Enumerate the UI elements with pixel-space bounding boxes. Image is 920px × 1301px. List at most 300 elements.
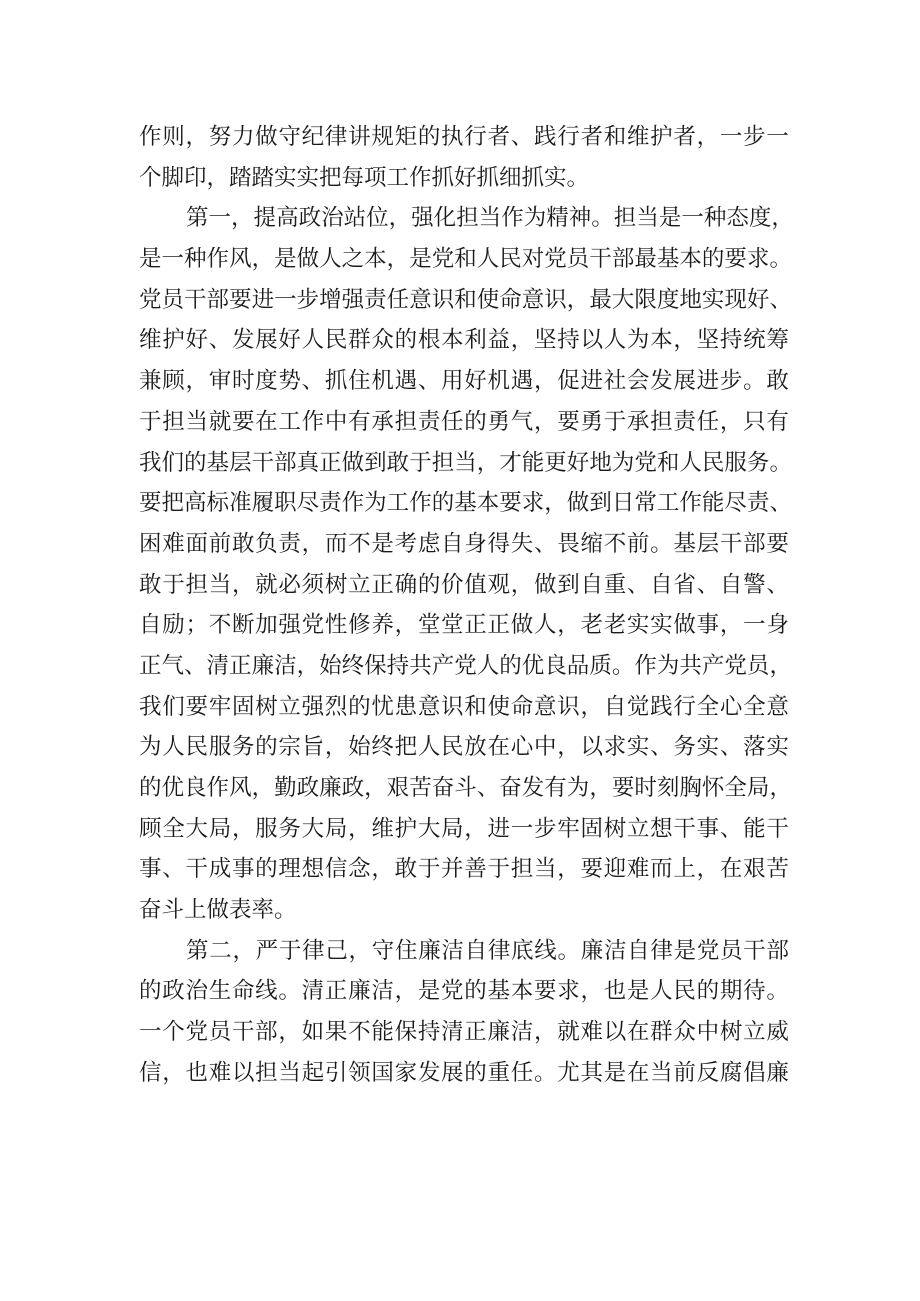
text-char: 站 — [343, 205, 367, 232]
text-char: 作 — [139, 124, 162, 150]
text-char: 人 — [650, 978, 673, 1005]
text-char: 行 — [557, 124, 580, 150]
text-char: 品 — [566, 652, 590, 679]
text-char: 利 — [464, 327, 487, 354]
text-line — [139, 1053, 789, 1094]
text-char: 尽 — [296, 490, 320, 517]
text-line — [139, 280, 792, 321]
text-char: 人 — [476, 246, 500, 273]
text-char: 实 — [701, 286, 725, 313]
text-char: 二 — [209, 937, 232, 964]
text-char: 能 — [743, 815, 766, 842]
text-char: 于 — [139, 408, 162, 435]
text-char: 。 — [769, 246, 792, 273]
text-char: 优 — [161, 775, 185, 801]
text-char: 为 — [611, 449, 635, 476]
text-char: 纪 — [301, 124, 325, 150]
text-char: 的 — [417, 124, 441, 150]
text-char: 的 — [499, 652, 522, 679]
text-char: 清 — [301, 978, 325, 1005]
text-char: 作 — [206, 775, 230, 801]
text-char: 树 — [324, 571, 348, 598]
text-char: 自 — [580, 571, 603, 598]
text-char: 全 — [696, 693, 720, 720]
text-char: ， — [364, 775, 387, 801]
text-char: 和 — [464, 693, 487, 720]
text-char: 律 — [487, 937, 511, 964]
text-char: 度 — [656, 286, 680, 313]
text-char: 求 — [521, 490, 545, 517]
text-char: 强 — [341, 286, 365, 313]
text-char: 有 — [348, 408, 371, 435]
text-char: 强 — [411, 205, 434, 232]
text-char: 的 — [394, 327, 418, 354]
text-char: 固 — [231, 693, 255, 720]
text-char: 步 — [533, 815, 557, 842]
text-char: 养 — [371, 612, 394, 639]
text-char: 虑 — [417, 530, 441, 557]
text-char: 想 — [650, 815, 673, 842]
text-char: 党 — [185, 1019, 208, 1046]
text-char: 的 — [348, 693, 371, 720]
text-char: 发 — [521, 775, 545, 801]
text-char: 能 — [371, 1019, 394, 1046]
text-char: 树 — [603, 815, 627, 842]
text-line — [139, 727, 789, 768]
text-char: 展 — [255, 327, 278, 354]
text-char: 务 — [231, 734, 255, 761]
text-char: 省 — [673, 571, 696, 598]
text-char: 部 — [743, 530, 766, 557]
text-char: 为 — [139, 734, 162, 761]
text-char: ， — [719, 408, 743, 435]
text-char: 。 — [769, 449, 792, 476]
text-char: 抓 — [324, 368, 348, 395]
text-char: 好 — [746, 286, 770, 313]
text-char: 就 — [208, 408, 232, 435]
text-char: 待 — [743, 978, 766, 1005]
text-char: 者 — [487, 124, 511, 150]
text-char: 最 — [589, 286, 612, 313]
text-char: 执 — [441, 124, 464, 150]
text-char: 求 — [603, 734, 627, 761]
text-char: ， — [696, 856, 720, 883]
text-char: 意 — [766, 693, 789, 720]
text-char: 期 — [719, 978, 743, 1005]
text-line — [139, 320, 789, 361]
text-char: 民 — [324, 327, 348, 354]
text-char: 党 — [696, 937, 720, 964]
text-char: ， — [464, 815, 487, 842]
text-char: 、 — [719, 734, 743, 761]
text-char: 本 — [476, 490, 500, 517]
text-char: 不 — [603, 530, 627, 557]
text-char: 干 — [589, 246, 612, 273]
text-char: 、 — [301, 368, 325, 395]
text-char: 大 — [417, 815, 441, 842]
text-char: 是 — [274, 246, 297, 273]
text-char: 洁 — [603, 937, 627, 964]
text-char: 矩 — [394, 124, 418, 150]
text-char: 只 — [743, 408, 766, 435]
text-char: 。 — [743, 368, 766, 395]
text-char: 统 — [743, 327, 766, 354]
text-char: 做 — [510, 612, 534, 639]
text-char: 好 — [566, 449, 590, 476]
text-char: 的 — [139, 775, 162, 801]
text-char: ， — [557, 734, 580, 761]
text-char: 维 — [139, 327, 162, 354]
text-char: 洁 — [371, 978, 394, 1005]
text-char: 难 — [162, 530, 185, 557]
text-char: 要 — [499, 490, 522, 517]
text-char: 部 — [206, 286, 230, 313]
text-char: 尤 — [557, 1059, 580, 1086]
text-char: 护 — [162, 327, 185, 354]
text-char: 力 — [231, 124, 255, 150]
text-char: 政 — [298, 205, 322, 232]
text-char: 考 — [394, 530, 418, 557]
text-char: 在 — [719, 856, 743, 883]
text-char: 局 — [324, 815, 348, 842]
text-char: 工 — [386, 490, 410, 517]
text-char: 成 — [208, 856, 232, 883]
text-char: 自 — [627, 937, 650, 964]
text-char: 识 — [431, 286, 455, 313]
text-char: 。 — [533, 1059, 557, 1086]
text-char: 在 — [255, 408, 278, 435]
text-char: 员 — [720, 937, 743, 964]
text-char: 责 — [417, 408, 441, 435]
text-char: ， — [296, 652, 320, 679]
text-char: 政 — [341, 775, 365, 801]
text-char: 人 — [603, 327, 627, 354]
text-char: 我 — [139, 693, 162, 720]
text-char: 化 — [433, 205, 457, 232]
text-char: 守 — [371, 937, 395, 964]
text-char: 人 — [301, 327, 325, 354]
text-char: 怀 — [701, 775, 725, 801]
text-char: 身 — [766, 612, 789, 639]
text-char: 心 — [510, 734, 534, 761]
text-char: 命 — [510, 693, 534, 720]
text-char: 用 — [441, 368, 464, 395]
text-char: 势 — [278, 368, 301, 395]
text-char: 要 — [229, 286, 252, 313]
text-char: 常 — [634, 490, 657, 517]
text-char: 群 — [650, 1019, 673, 1046]
text-char: 坚 — [533, 327, 557, 354]
text-char: 高 — [184, 490, 207, 517]
text-char: 廉 — [418, 937, 441, 964]
text-char: 在 — [626, 1019, 650, 1046]
text-char: 修 — [348, 612, 371, 639]
text-char: 一 — [208, 205, 232, 232]
text-char: 事 — [696, 815, 720, 842]
text-char: 奋 — [499, 775, 522, 801]
text-char: 做 — [673, 612, 696, 639]
text-char: 价 — [441, 571, 464, 598]
text-char: ， — [388, 205, 412, 232]
text-char: 、 — [650, 734, 673, 761]
text-char: 担 — [510, 856, 534, 883]
text-char: 、 — [766, 571, 789, 598]
text-char: 部 — [766, 937, 789, 964]
text-char: 一 — [510, 815, 534, 842]
text-char: 职 — [274, 490, 297, 517]
text-char: 能 — [521, 449, 545, 476]
text-char: 有 — [544, 775, 567, 801]
text-char: 缩 — [580, 530, 603, 557]
text-char: 责 — [746, 490, 770, 517]
text-char: 部 — [611, 246, 635, 273]
text-char: 基 — [206, 449, 230, 476]
text-char: 任 — [696, 408, 720, 435]
text-char: ， — [394, 978, 418, 1005]
text-char: 地 — [679, 286, 702, 313]
text-char: 民 — [441, 734, 464, 761]
text-char: 前 — [673, 1059, 696, 1086]
text-char: 和 — [454, 286, 477, 313]
text-char: 想 — [301, 856, 325, 883]
text-char: 刻 — [656, 775, 680, 801]
text-char: 局 — [208, 815, 232, 842]
text-char: ， — [185, 124, 208, 150]
text-char: ， — [231, 205, 254, 232]
text-line — [139, 605, 789, 646]
text-char: 保 — [364, 652, 387, 679]
text-char: 立 — [743, 1019, 766, 1046]
text-char: 全 — [743, 693, 766, 720]
text-char: 持 — [386, 652, 410, 679]
text-char: 重 — [487, 1059, 511, 1086]
text-char: ， — [533, 408, 557, 435]
text-char: 个 — [162, 1019, 185, 1046]
text-char: 而 — [650, 856, 673, 883]
text-char: 发 — [231, 327, 255, 354]
text-char: 就 — [557, 1019, 580, 1046]
text-char: 干 — [185, 856, 208, 883]
text-char: 最 — [634, 246, 657, 273]
text-char: 倡 — [743, 1059, 766, 1086]
text-char: 遇 — [394, 368, 418, 395]
text-char: 求 — [557, 978, 580, 1005]
text-char: 干 — [184, 286, 207, 313]
text-char: ， — [231, 571, 255, 598]
text-char: ， — [533, 368, 557, 395]
text-char: 心 — [719, 693, 743, 720]
text-char: 担 — [394, 408, 418, 435]
text-char: 自 — [464, 937, 488, 964]
text-char: 立 — [278, 693, 301, 720]
text-char: 为 — [566, 775, 590, 801]
text-char: ， — [348, 815, 371, 842]
text-char: ， — [589, 775, 612, 801]
text-char: 干 — [766, 815, 789, 842]
text-char: 日 — [611, 490, 635, 517]
text-char: 正 — [464, 1019, 487, 1046]
text-char: 种 — [184, 246, 207, 273]
text-char: ， — [251, 246, 275, 273]
text-char: 进 — [580, 368, 603, 395]
text-char: 众 — [673, 1019, 696, 1046]
text-char: 强 — [301, 693, 325, 720]
text-char: 、 — [626, 571, 650, 598]
text-line — [139, 117, 789, 158]
text-char: 自 — [603, 693, 627, 720]
text-char: 命 — [231, 978, 255, 1005]
text-char: 畏 — [557, 530, 580, 557]
text-char: 规 — [371, 124, 394, 150]
text-char: 为 — [656, 652, 680, 679]
text-char: 。 — [766, 978, 789, 1005]
text-char: 实 — [626, 612, 650, 639]
text-char: 本 — [510, 978, 534, 1005]
text-char: 而 — [324, 530, 348, 557]
text-char: 律 — [324, 124, 348, 150]
text-char: 意 — [533, 693, 557, 720]
text-char: 事 — [139, 856, 162, 883]
text-char: ， — [580, 693, 603, 720]
text-char: 优 — [521, 652, 545, 679]
text-char: ， — [557, 856, 580, 883]
text-char: 本 — [364, 246, 387, 273]
text-char: 。 — [591, 205, 614, 232]
text-line — [139, 849, 789, 890]
text-char: 固 — [580, 815, 603, 842]
text-char: 正 — [487, 612, 511, 639]
text-char: 行 — [673, 693, 696, 720]
text-char: 党 — [544, 246, 567, 273]
text-char: ， — [301, 530, 325, 557]
text-char: 终 — [341, 652, 365, 679]
text-char: 到 — [589, 490, 612, 517]
text-line — [139, 1012, 789, 1053]
text-char: 观 — [487, 571, 511, 598]
text-char: 信 — [324, 856, 348, 883]
text-char: 担 — [255, 1059, 278, 1086]
text-char: 任 — [510, 1059, 534, 1086]
text-char: 是 — [371, 530, 394, 557]
text-char: 面 — [185, 530, 208, 557]
text-char: 精 — [546, 205, 569, 232]
text-char: 承 — [371, 408, 394, 435]
text-char: 本 — [650, 327, 673, 354]
text-char: 大 — [301, 815, 325, 842]
text-char: 展 — [441, 1059, 464, 1086]
text-char: 人 — [679, 449, 702, 476]
text-char: 员 — [208, 1019, 232, 1046]
text-char: 、 — [510, 124, 534, 150]
text-char: 风 — [229, 246, 252, 273]
text-char: 作 — [634, 652, 657, 679]
text-char: 立 — [348, 571, 371, 598]
text-char: 讲 — [348, 124, 371, 150]
text-char: 确 — [394, 571, 418, 598]
text-char: 牢 — [208, 693, 232, 720]
text-char: 树 — [255, 693, 278, 720]
text-char: 事 — [696, 612, 720, 639]
text-char: 有 — [766, 408, 789, 435]
text-char: 起 — [301, 1059, 325, 1086]
text-char: 勇 — [487, 408, 511, 435]
text-char: 是 — [417, 978, 441, 1005]
text-line: 个脚印，踏踏实实把每项工作抓好抓细抓实。 — [139, 164, 590, 191]
text-char: 责 — [319, 490, 342, 517]
text-line — [139, 809, 789, 850]
text-char: 自 — [650, 571, 673, 598]
text-char: 觉 — [626, 693, 650, 720]
text-char: 步 — [743, 124, 766, 150]
text-char: 敢 — [394, 856, 418, 883]
text-char: 以 — [603, 1019, 627, 1046]
text-char: 提 — [253, 205, 277, 232]
text-char: 任 — [386, 286, 410, 313]
text-char: ， — [769, 775, 792, 801]
text-char: 好 — [185, 327, 208, 354]
text-char: 更 — [544, 449, 567, 476]
text-char: 坚 — [696, 327, 720, 354]
text-char: ， — [386, 246, 410, 273]
text-char: 基 — [673, 530, 696, 557]
text-char: 护 — [650, 124, 673, 150]
text-char: 廉 — [766, 1059, 789, 1086]
text-char: 当 — [454, 449, 477, 476]
text-char: 维 — [626, 124, 650, 150]
text-char: 担 — [613, 205, 637, 232]
text-char: 于 — [487, 856, 511, 883]
text-char: 当 — [478, 205, 502, 232]
text-char: 中 — [533, 734, 557, 761]
text-char: 终 — [371, 734, 394, 761]
text-char: 局 — [746, 775, 770, 801]
text-char: 当 — [185, 408, 208, 435]
text-char: 步 — [296, 286, 320, 313]
text-char: 廉 — [580, 937, 604, 964]
text-char: 要 — [231, 408, 255, 435]
text-char: 老 — [603, 612, 627, 639]
text-char: 放 — [464, 734, 487, 761]
text-char: 要 — [557, 408, 580, 435]
text-char: 当 — [278, 1059, 301, 1086]
text-char: 难 — [626, 856, 650, 883]
paragraph-first-line — [139, 931, 789, 972]
text-char: 苦 — [409, 775, 432, 801]
text-char: 。 — [611, 652, 635, 679]
text-char: 风 — [229, 775, 252, 801]
text-char: 第 — [186, 205, 209, 232]
text-char: 旨 — [301, 734, 325, 761]
text-char: 生 — [208, 978, 232, 1005]
text-char: 责 — [673, 408, 696, 435]
text-char: 的 — [431, 490, 455, 517]
text-char: ， — [696, 124, 720, 150]
text-char: 斗 — [454, 775, 477, 801]
text-char: 、 — [417, 368, 441, 395]
text-char: 促 — [557, 368, 580, 395]
text-char: 践 — [650, 693, 673, 720]
text-char: 们 — [161, 449, 185, 476]
text-char: 群 — [348, 327, 371, 354]
text-char: 识 — [557, 693, 580, 720]
text-char: 胸 — [679, 775, 702, 801]
text-char: 正 — [324, 978, 348, 1005]
text-char: 事 — [231, 856, 255, 883]
text-char: 局 — [441, 815, 464, 842]
text-char: 大 — [185, 815, 208, 842]
text-char: 一 — [681, 205, 704, 232]
text-char: 党 — [634, 449, 657, 476]
